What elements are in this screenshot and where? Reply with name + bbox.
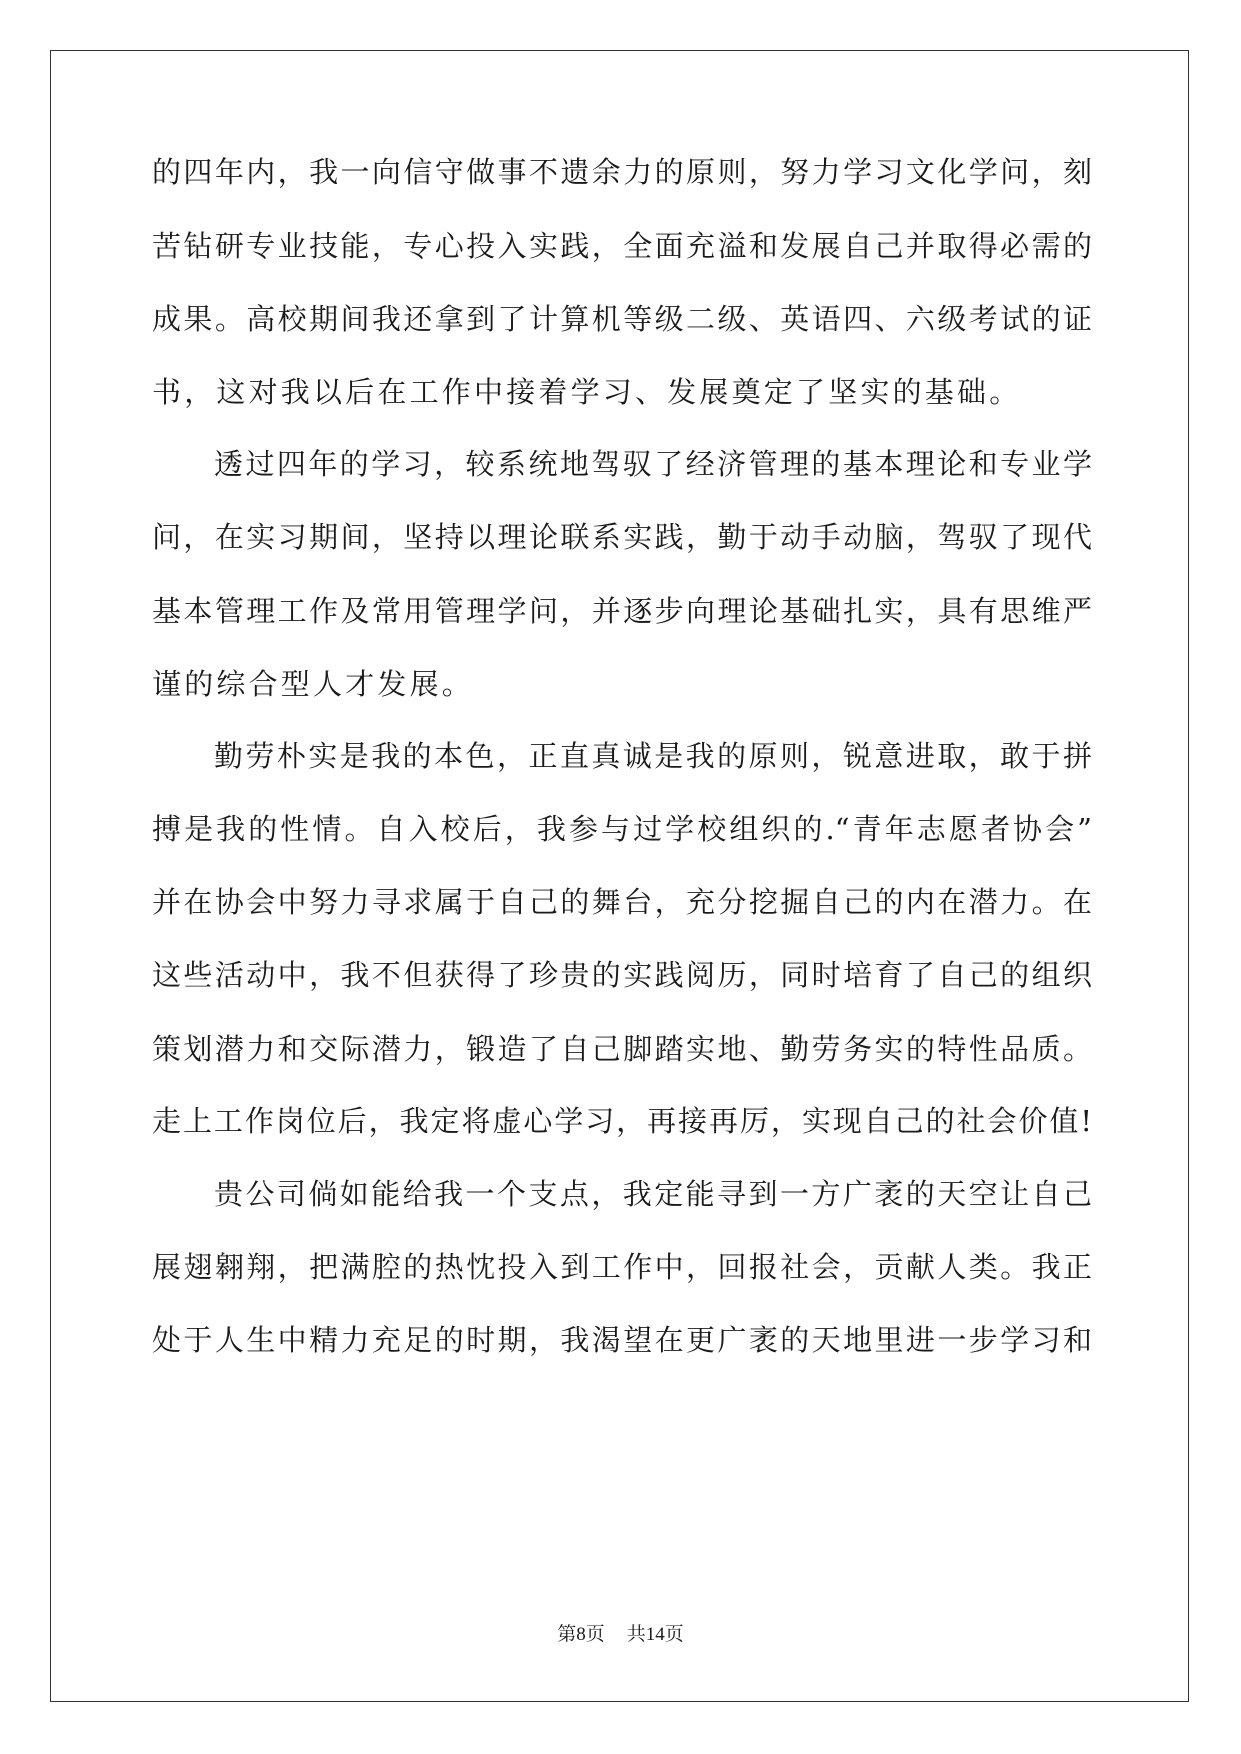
text-line: 搏是我的性情。自入校后，我参与过学校组织的.“青年志愿者协会” (152, 812, 1092, 846)
page-number: 第8页 (557, 1624, 605, 1645)
page-footer (0, 1623, 1241, 1647)
text-line: 问，在实习期间，坚持以理论联系实践，勤于动手动脑，驾驭了现代 (152, 520, 1092, 554)
paragraph-first-line: 透过四年的学习，较系统地驾驭了经济管理的基本理论和专业学 (214, 447, 1092, 481)
text-line: 书，这对我以后在工作中接着学习、发展奠定了坚实的基础。 (152, 375, 1022, 409)
paragraph-first-line: 贵公司倘如能给我一个支点，我定能寻到一方广袤的天空让自己 (214, 1177, 1092, 1211)
text-line: 基本管理工作及常用管理学问，并逐步向理论基础扎实，具有思维严 (152, 594, 1092, 628)
text-line: 策划潜力和交际潜力，锻造了自己脚踏实地、勤劳务实的特性品质。 (152, 1032, 1092, 1066)
text-line: 并在协会中努力寻求属于自己的舞台，充分挖掘自己的内在潜力。在 (152, 885, 1092, 919)
page-border (50, 50, 1189, 1702)
text-line: 谨的综合型人才发展。 (152, 667, 475, 701)
text-line: 成果。高校期间我还拿到了计算机等级二级、英语四、六级考试的证 (152, 302, 1092, 336)
text-line: 的四年内，我一向信守做事不遗余力的原则，努力学习文化学问，刻 (152, 155, 1092, 189)
text-line: 走上工作岗位后，我定将虚心学习，再接再厉，实现自己的社会价值! (152, 1104, 1092, 1138)
text-line: 这些活动中，我不但获得了珍贵的实践阅历，同时培育了自己的组织 (152, 958, 1092, 992)
paragraph-first-line: 勤劳朴实是我的本色，正直真诚是我的原则，锐意进取，敢于拼 (214, 739, 1092, 773)
text-line: 展翅翱翔，把满腔的热忱投入到工作中，回报社会，贡献人类。我正 (152, 1250, 1092, 1284)
page-total: 共14页 (626, 1624, 684, 1645)
text-line: 处于人生中精力充足的时期，我渴望在更广袤的天地里进一步学习和 (152, 1323, 1092, 1357)
text-line: 苦钻研专业技能，专心投入实践，全面充溢和发展自己并取得必需的 (152, 229, 1092, 263)
